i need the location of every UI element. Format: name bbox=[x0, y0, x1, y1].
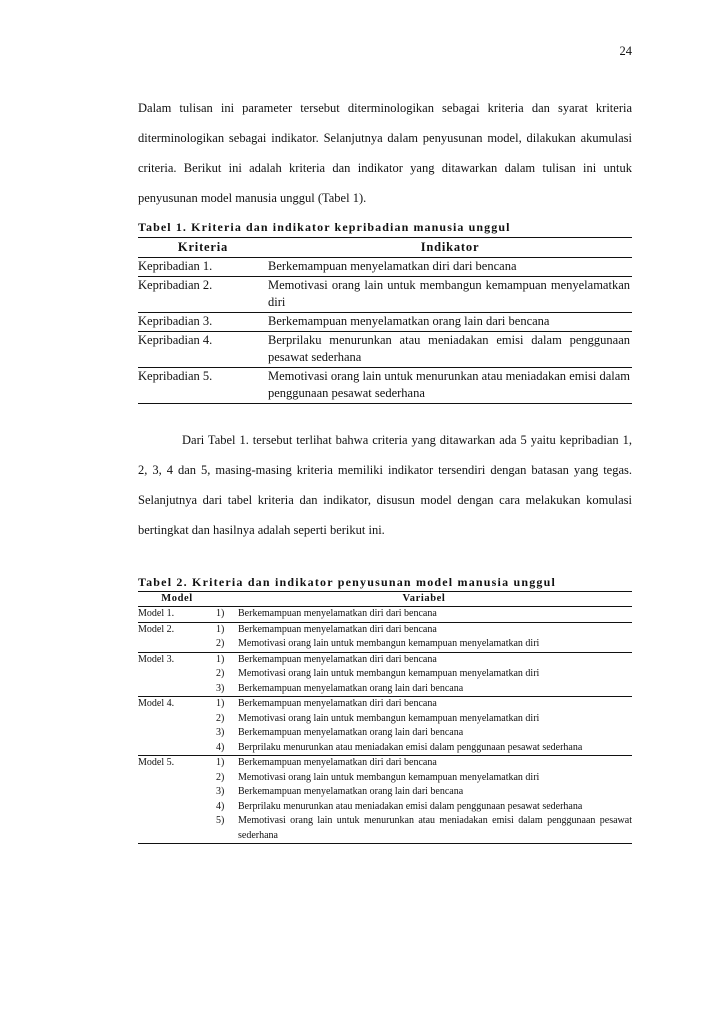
table2-variabel-cell bbox=[216, 756, 632, 844]
table2-variabel-cell bbox=[216, 652, 632, 697]
list-item: 1) Berkemampuan menyelamatkan diri dari bencana bbox=[216, 623, 437, 635]
table2-header-model: Model bbox=[138, 592, 216, 607]
table1-header-indikator: Indikator bbox=[268, 238, 632, 258]
list-item: 1) Berkemampuan menyelamatkan diri dari bencana bbox=[216, 757, 437, 768]
page-number: 24 bbox=[619, 44, 632, 58]
intro-paragraph: Dalam tulisan ini parameter tersebut diterminologikan sebagai kriteria dan syarat kriteria diterminologikan sebagai indikator. Selanjutnya dalam penyusunan model, dilakukan akumulasi criteria. Berikut ini adalah kriteria dan indikator yang ditawarkan dalam tulisan ini untuk penyusunan model manusia unggul (Tabel 1). bbox=[138, 101, 632, 205]
table2-variabel-cell bbox=[216, 622, 632, 652]
list-item: 2) Memotivasi orang lain untuk membangun kemampuan menyelamatkan diri bbox=[216, 638, 540, 649]
list-item: 4) Berprilaku menurunkan atau meniadakan emisi dalam penggunaan pesawat sederhana bbox=[216, 800, 583, 812]
table1-kriteria-cell: Kepribadian 2. bbox=[138, 277, 268, 313]
table-row bbox=[138, 277, 632, 313]
table-row bbox=[138, 368, 632, 404]
table1-indikator-cell: Berkemampuan menyelamatkan diri dari bencana bbox=[268, 258, 632, 277]
table2-model-cell: Model 1. bbox=[138, 607, 216, 623]
table1-indikator-cell: Berkemampuan menyelamatkan orang lain dari bencana bbox=[268, 313, 632, 332]
table2-variabel-cell bbox=[216, 697, 632, 756]
list-item: 2) Memotivasi orang lain untuk membangun kemampuan menyelamatkan diri bbox=[216, 712, 540, 724]
table2-model-cell: Model 5. bbox=[138, 756, 216, 844]
table-row bbox=[138, 622, 632, 652]
table-row bbox=[138, 756, 632, 844]
list-item: 2) Memotivasi orang lain untuk membangun kemampuan menyelamatkan diri bbox=[216, 771, 540, 783]
table2-variabel-cell bbox=[216, 607, 632, 623]
list-item: 1) Berkemampuan menyelamatkan diri dari bencana bbox=[216, 653, 437, 665]
list-item: 4) Berprilaku menurunkan atau meniadakan emisi dalam penggunaan pesawat sederhana bbox=[216, 741, 583, 753]
table1-indikator-cell: Memotivasi orang lain untuk membangun kemampuan menyelamatkan diri bbox=[268, 277, 632, 313]
table-row bbox=[138, 697, 632, 756]
table1-indikator-cell: Berprilaku menurunkan atau meniadakan emisi dalam penggunaan pesawat sederhana bbox=[268, 332, 632, 368]
list-item: 3) Berkemampuan menyelamatkan orang lain dari bencana bbox=[216, 727, 464, 738]
table-row bbox=[138, 652, 632, 697]
table1-kriteria-cell: Kepribadian 1. bbox=[138, 258, 268, 277]
table-row bbox=[138, 313, 632, 332]
discussion-paragraph: Dari Tabel 1. tersebut terlihat bahwa criteria yang ditawarkan ada 5 yaitu kepribadian 1, 2, 3, 4 dan 5, masing-masing kriteria memiliki indikator tersendiri dengan batasan yang tegas. Selanjutnya dari tabel kriteria dan indikator, disusun model dengan cara melakukan komulasi bertingkat dan hasilnya adalah seperti berikut ini. bbox=[138, 433, 632, 537]
table-row bbox=[138, 607, 632, 623]
table-row bbox=[138, 258, 632, 277]
table2-header-variabel: Variabel bbox=[216, 592, 632, 607]
table1-caption: Tabel 1. Kriteria dan indikator kepribadian manusia unggul bbox=[138, 220, 511, 234]
list-item: 2) Memotivasi orang lain untuk membangun kemampuan menyelamatkan diri bbox=[216, 668, 540, 679]
table1-kriteria-cell: Kepribadian 4. bbox=[138, 332, 268, 368]
list-item: 1) Berkemampuan menyelamatkan diri dari bencana bbox=[216, 698, 437, 709]
table2-model-cell: Model 4. bbox=[138, 697, 216, 756]
table1-indikator-cell: Memotivasi orang lain untuk menurunkan atau meniadakan emisi dalam penggunaan pesawat sederhana bbox=[268, 368, 632, 404]
list-item: 3) Berkemampuan menyelamatkan orang lain dari bencana bbox=[216, 786, 464, 797]
table2-model-cell: Model 2. bbox=[138, 622, 216, 652]
table1-header-kriteria: Kriteria bbox=[138, 238, 268, 258]
table2 bbox=[138, 591, 632, 844]
list-item: 3) Berkemampuan menyelamatkan orang lain dari bencana bbox=[216, 682, 464, 694]
list-item: 1) Berkemampuan menyelamatkan diri dari bencana bbox=[216, 608, 437, 619]
table2-caption: Tabel 2. Kriteria dan indikator penyusunan model manusia unggul bbox=[138, 575, 557, 589]
table1-kriteria-cell: Kepribadian 3. bbox=[138, 313, 268, 332]
table1 bbox=[138, 237, 632, 404]
table-row bbox=[138, 332, 632, 368]
table1-kriteria-cell: Kepribadian 5. bbox=[138, 368, 268, 404]
list-item: 5) Memotivasi orang lain untuk menurunkan atau meniadakan emisi dalam penggunaan pesawat sederhana bbox=[216, 815, 632, 841]
table2-model-cell: Model 3. bbox=[138, 652, 216, 697]
